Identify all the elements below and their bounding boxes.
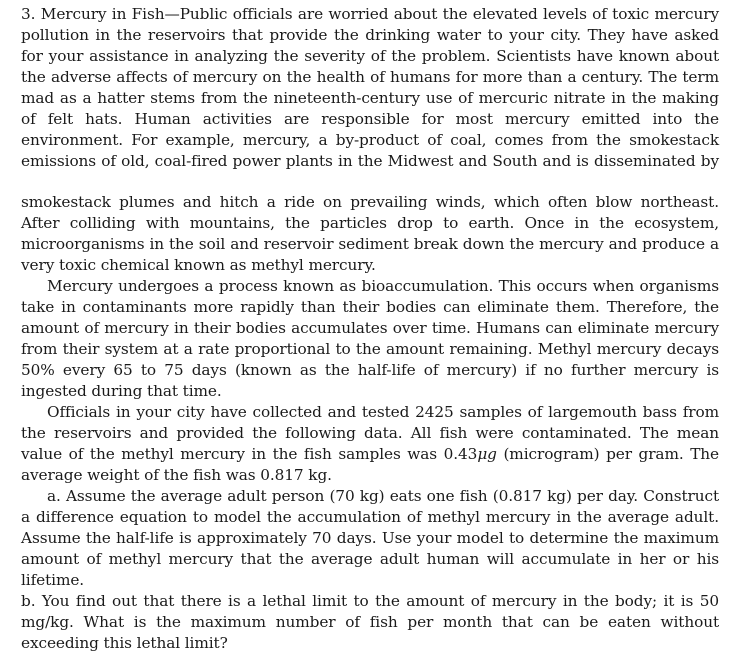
problem-intro-text: Public officials are worried about the elevated levels of toxic mercury pollution in the reservoirs that provide the drinking water to your city. They have asked for your assistance in analyzing the severity of the problem. Scientists have known about the adverse affects of mercury on the health of humans for more than a century. The term mad as a hatter stems from the nineteenth-century use of mercuric nitrate in the making of felt hats. Human activities are responsible for most mercury emitted into the environment. For example, mercury, a by-product of coal, comes from the smokestack emissions of old, coal-fired power plants in the Midwest and South and is disseminated by [21, 5, 719, 170]
problem-body-block [21, 192, 719, 654]
page-break-gap [0, 176, 731, 190]
continuation-paragraph: smokestack plumes and hitch a ride on prevailing winds, which often blow northeast. After colliding with mountains, the particles drop to earth. Once in the ecosystem, microorganisms in the soil and reservoir sediment break down the mercury and produce a very toxic chemical known as methyl mercury. [21, 193, 719, 274]
question-part-a: a. Assume the average adult person (70 kg) eats one fish (0.817 kg) per day. Construct a difference equation to model the accumulation of methyl mercury in the average adult. Assume the half-life is approximately 70 days. Use your model to determine the maximum amount of methyl mercury that the average adult human will accumulate in her or his lifetime. [21, 487, 719, 589]
problem-intro-paragraph: 3. Mercury in Fish—Public officials are worried about the elevated levels of toxic mercury pollution in the reservoirs that provide the drinking water to your city. They have asked for your assistance in analyzing the severity of the problem. Scientists have known about the adverse affects of mercury on the health of humans for more than a century. The term mad as a hatter stems from the nineteenth-century use of mercuric nitrate in the making of felt hats. Human activities are responsible for most mercury emitted into the environment. For example, mercury, a by-product of coal, comes from the smokestack emissions of old, coal-fired power plants in the Midwest and South and is disseminated by [21, 4, 719, 193]
problem-intro-block [21, 4, 719, 193]
data-text-after: (microgram) per gram. The average weight of the fish was 0.817 kg. [21, 445, 720, 484]
problem-number: 3. [21, 5, 36, 23]
problem-title: Mercury in Fish [40, 5, 165, 23]
microgram-unit: μg [477, 445, 497, 463]
data-text-before: Officials in your city have collected and tested 2425 samples of largemouth bass from the reservoirs and provided the following data. All fish were contaminated. The mean value of the methyl mercury in the fish samples was 0.43 [21, 403, 719, 463]
bioaccumulation-paragraph: Mercury undergoes a process known as bioaccumulation. This occurs when organisms take in contaminants more rapidly than their bodies can eliminate them. Therefore, the amount of mercury in their bodies accumulates over time. Humans can eliminate mercury from their system at a rate proportional to the amount remaining. Methyl mercury decays 50% every 65 to 75 days (known as the half-life of mercury) if no further mercury is ingested during that time. [21, 277, 719, 400]
question-part-b: b. You find out that there is a lethal limit to the amount of mercury in the body; it is 50 mg/kg. What is the maximum number of fish per month that can be eaten without exceeding this lethal limit? [21, 592, 719, 652]
data-paragraph [21, 402, 719, 486]
